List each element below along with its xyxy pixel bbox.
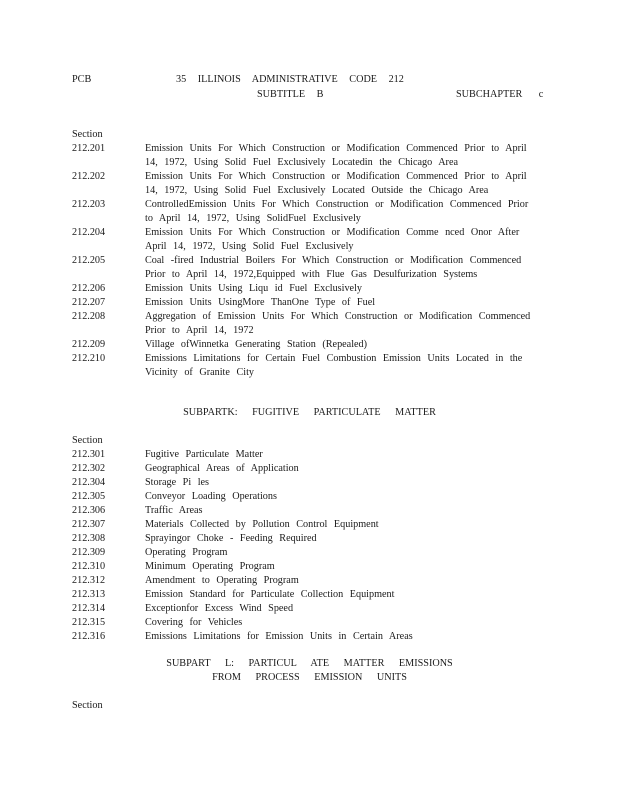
section-row [72, 560, 542, 574]
section-number: 212.208 [72, 311, 106, 322]
section-title: Emission Units Using Liqu id Fuel Exclusively [145, 283, 362, 294]
header-center: 35 ILLINOIS ADMINISTRATIVE CODE 212 [176, 74, 404, 85]
section-title: Covering for Vehicles [145, 617, 243, 628]
subpart-l-heading-line1: SUBPART L: PARTICUL ATE MATTER EMISSIONS [166, 658, 453, 669]
section-title: Emission Units For Which Construction or Modification Commenced Prior to April 14, 1972, Using Solid Fuel Exclusively Locatedin the Chicago Area [145, 143, 527, 168]
subpart-k-heading: SUBPARTK: FUGITIVE PARTICULATE MATTER [183, 407, 436, 418]
section-number: 212.210 [72, 353, 106, 364]
section-title: Aggregation of Emission Units For Which Construction or Modification Commenced Prior to April 14, 1972 [145, 311, 531, 336]
section-row [72, 518, 542, 532]
section-row [72, 170, 542, 198]
section-title: Amendment to Operating Program [145, 575, 299, 586]
section-row [72, 476, 542, 490]
section-title: Emissions Limitations for Certain Fuel Combustion Emission Units Located in the Vicinity of Granite City [145, 353, 523, 378]
section-title: Geographical Areas of Application [145, 463, 299, 474]
section-row [72, 142, 542, 170]
section-title: Village ofWinnetka Generating Station (Repealed) [145, 339, 368, 350]
section-row [72, 282, 542, 296]
part-j-section-list [72, 128, 542, 380]
section-number: 212.307 [72, 519, 106, 530]
section-row [72, 198, 542, 226]
section-title: Materials Collected by Pollution Control Equipment [145, 519, 379, 530]
section-title: Minimum Operating Program [145, 561, 275, 572]
section-row [72, 352, 542, 380]
section-number: 212.209 [72, 339, 106, 350]
section-title: Exceptionfor Excess Wind Speed [145, 603, 294, 614]
section-number: 212.204 [72, 227, 106, 238]
header-subtitle: SUBTITLE B [257, 89, 324, 100]
section-label: Section [72, 700, 103, 711]
section-row [72, 226, 542, 254]
section-title: Traffic Areas [145, 505, 203, 516]
part-k-section-list [72, 434, 542, 644]
section-title: Storage Pi les [145, 477, 210, 488]
section-number: 212.315 [72, 617, 106, 628]
section-row [72, 630, 542, 644]
section-number: 212.306 [72, 505, 106, 516]
section-number: 212.302 [72, 463, 106, 474]
section-number: 212.308 [72, 533, 106, 544]
section-number: 212.205 [72, 255, 106, 266]
section-row [72, 574, 542, 588]
section-row [72, 616, 542, 630]
header-subchapter: SUBCHAPTER c [456, 89, 544, 100]
section-number: 212.207 [72, 297, 106, 308]
section-title: Emission Units For Which Construction or Modification Comme nced Onor After April 14, 1972, Using Solid Fuel Exclusively [145, 227, 520, 252]
header-left: PCB [72, 74, 92, 85]
section-row [72, 490, 542, 504]
section-title: Emissions Limitations for Emission Units in Certain Areas [145, 631, 413, 642]
section-number: 212.305 [72, 491, 106, 502]
section-row [72, 504, 542, 518]
section-number: 212.310 [72, 561, 106, 572]
section-number: 212.314 [72, 603, 106, 614]
section-number: 212.313 [72, 589, 106, 600]
section-title: Fugitive Particulate Matter [145, 449, 263, 460]
section-row [72, 462, 542, 476]
section-title: Coal -fired Industrial Boilers For Which Construction or Modification Commenced Prior to April 14, 1972,Equipped with Flue Gas Desulfurization Systems [145, 255, 522, 280]
section-row [72, 310, 542, 338]
subpart-l-heading-line2: FROM PROCESS EMISSION UNITS [212, 672, 407, 683]
section-title: Sprayingor Choke - Feeding Required [145, 533, 317, 544]
section-title: Conveyor Loading Operations [145, 491, 277, 502]
section-row [72, 588, 542, 602]
section-number: 212.206 [72, 283, 106, 294]
section-row [72, 448, 542, 462]
section-number: 212.202 [72, 171, 106, 182]
section-number: 212.301 [72, 449, 106, 460]
section-title: Operating Program [145, 547, 228, 558]
section-label: Section [72, 129, 103, 140]
section-row [72, 254, 542, 282]
section-title: Emission Units For Which Construction or Modification Commenced Prior to April 14, 1972, Using Solid Fuel Exclusively Located Outside the Chicago Area [145, 171, 527, 196]
section-row [72, 296, 542, 310]
section-title: ControlledEmission Units For Which Construction or Modification Commenced Prior to April 14, 1972, Using SolidFuel Exclusively [145, 199, 529, 224]
section-title: Emission Standard for Particulate Collection Equipment [145, 589, 395, 600]
section-number: 212.316 [72, 631, 106, 642]
section-row [72, 532, 542, 546]
section-row [72, 546, 542, 560]
section-row [72, 338, 542, 352]
section-label: Section [72, 435, 103, 446]
section-row [72, 602, 542, 616]
section-number: 212.203 [72, 199, 106, 210]
section-title: Emission Units UsingMore ThanOne Type of Fuel [145, 297, 376, 308]
section-number: 212.201 [72, 143, 106, 154]
section-number: 212.304 [72, 477, 106, 488]
section-number: 212.312 [72, 575, 106, 586]
section-number: 212.309 [72, 547, 106, 558]
